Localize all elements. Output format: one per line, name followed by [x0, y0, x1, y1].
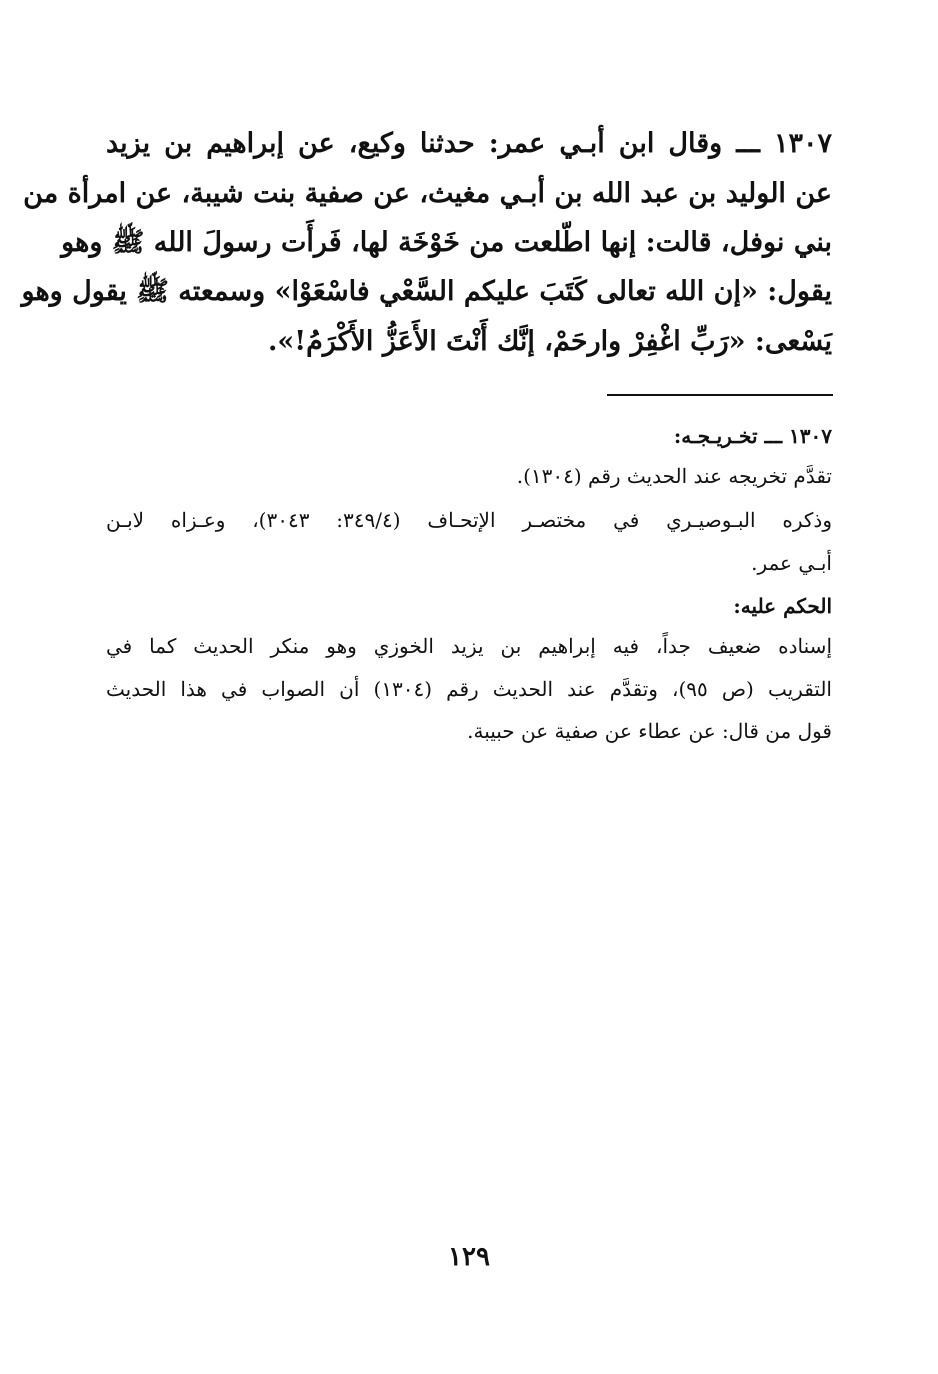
hadith-line: يَسْعى: «رَبِّ اغْفِرْ وارحَمْ، إنَّك أَنْتَ الأَعَزُّ الأَكْرَمُ!».	[267, 326, 832, 357]
hukm-heading: الحكم عليه:	[733, 594, 832, 618]
takhrij-line: أبـي عمر.	[751, 551, 832, 575]
page-number: ١٢٩	[448, 1242, 490, 1272]
footnote-separator	[607, 394, 833, 396]
hadith-line: عن الوليد بن عبد الله بن أبـي مغيث، عن صفية بنت شيبة، عن امرأة من	[23, 178, 832, 209]
hukm-line: إسناده ضعيف جداً، فيه إبراهيم بن يزيد الخوزي وهو منكر الحديث كما في	[106, 634, 832, 658]
takhrij-heading: ١٣٠٧ ـــ تخـريـجـه:	[673, 424, 832, 448]
hukm-line: قول من قال: عن عطاء عن صفية عن حبيبة.	[467, 719, 832, 743]
hadith-line: يقول: «إن الله تعالى كَتَبَ عليكم السَّعْي فاسْعَوْا» وسمعته ﷺ يقول وهو	[21, 276, 832, 307]
takhrij-line: وذكره البـوصيـري في مختصـر الإتحـاف (٣٤٩/٤: ٣٠٤٣)، وعـزاه لابـن	[106, 508, 832, 532]
hadith-line: ١٣٠٧ ـــ وقال ابن أبـي عمر: حدثنا وكيع، عن إبراهيم بن يزيد	[106, 128, 832, 159]
hukm-line: التقريب (ص ٩٥)، وتقدَّم عند الحديث رقم (١٣٠٤) أن الصواب في هذا الحديث	[106, 677, 832, 701]
hadith-line: بني نوفل، قالت: إنها اطّلعت من خَوْخَة لها، فَرأَت رسولَ الله ﷺ وهو	[61, 227, 832, 258]
takhrij-line: تقدَّم تخريجه عند الحديث رقم (١٣٠٤).	[516, 464, 832, 488]
